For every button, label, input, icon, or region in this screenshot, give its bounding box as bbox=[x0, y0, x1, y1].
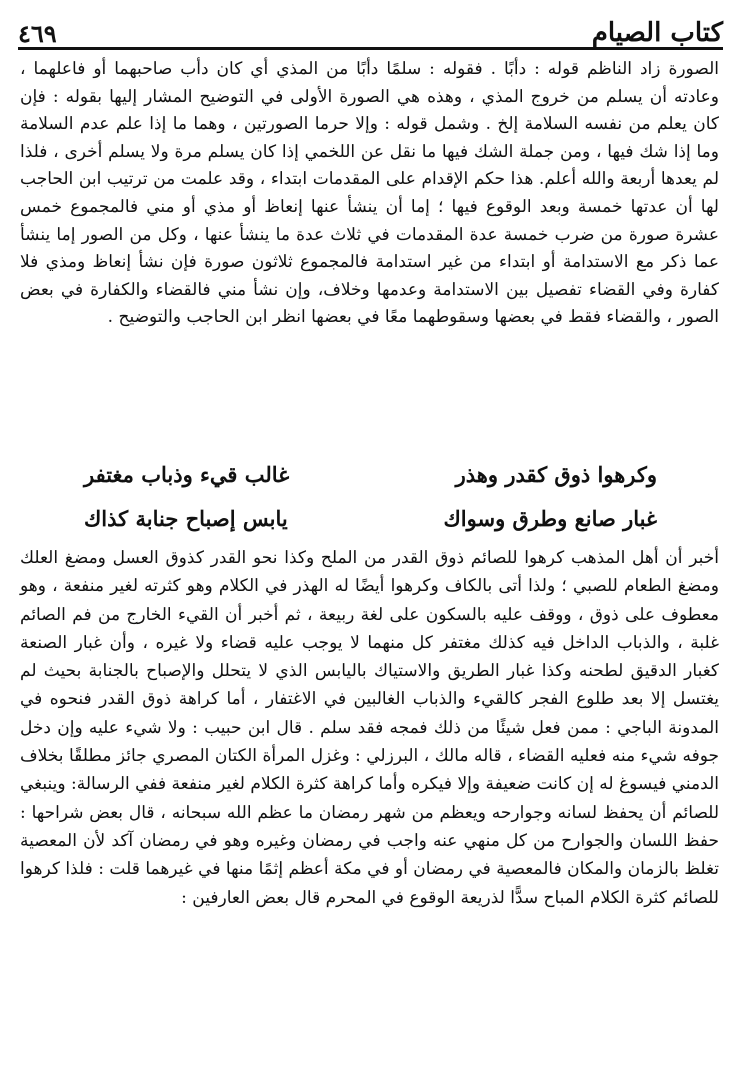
poem-verses bbox=[84, 453, 657, 541]
poem-verse bbox=[84, 497, 657, 541]
paragraph: الصورة زاد الناظم قوله : دأبًا . فقوله : سلمًا دأبًا من المذي أي كان دأب صاحبهما أو فاعلهما ، وعادته أن يسلم من خروج المذي ، وهذه هي الصورة الأولى في التوضيح المشار إليها بقوله : فإن كان يعلم من نفسه السلامة إلخ . وشمل قوله : وإلا حرما الصورتين ، وهما ما إذا علم عدم السلامة وما إذا شك فيها ، ومن جملة الشك فيها ما نقل عن اللخمي إذا كان يسلم مرة ولا يسلم أخرى ، فلذا لم يعدها أربعة والله أعلم. هذا حكم الإقدام على المقدمات ابتداء ، وقد علمت من ترتيب ابن الحاجب لها أن عدتها خمسة وبعد الوقوع فيها ؛ إما أن ينشأ عنها إنعاظ أو مذي أو مني فالمجموع خمس عشرة صورة من ضرب خمسة عدة المقدمات في ثلاث عدة ما ينشأ عنها ، وكل من الصور إما ينشأ عما ذكر مع الاستدامة أو ابتداء من غير استدامة فالمجموع ثلاثون صورة فإن نشأ إنعاظ ومذي فلا كفارة وفي القضاء تفصيل بين الاستدامة وعدمها وخلاف، وإن نشأ مني فالقضاء والكفارة في بعض الصور ، والقضاء فقط في بعضها وسقوطهما معًا في بعضها انظر ابن الحاجب والتوضيح . bbox=[20, 59, 719, 328]
verse-first-hemistich: غبار صانع وطرق وسواك bbox=[443, 506, 657, 531]
poem-verse bbox=[84, 453, 657, 497]
paragraph: أخبر أن أهل المذهب كرهوا للصائم ذوق القدر من الملح وكذا نحو القدر كذوق العسل ومضغ العلك ومضغ الطعام للصبي ؛ ولذا أتى بالكاف وكرهوا أيضًا له الهذر في الكلام وهو كثرته لغير منفعة ، وهو معطوف على ذوق ، ووقف عليه بالسكون على لغة ربيعة ، ثم أخبر أن القيء الخارج من فم الصائم غلبة ، والذباب الداخل فيه كذلك مغتفر كل منهما لا يوجب عليه قضاء ولا غيره ، وأن غبار الصنعة كغبار الدقيق لطحنه وكذا غبار الطريق والاستياك باليابس الذي لا يتحلل والإصباح بالجنابة بحيث لم يغتسل إلا بعد طلوع الفجر كالقيء والذباب الغالبين في الاغتفار ، أما كراهة ذوق القدر فنحوه في المدونة الباجي : ممن فعل شيئًا من ذلك فمجه فقد سلم . قال ابن حبيب : ولا شيء عليه وإن دخل جوفه شيء منه فعليه القضاء ، قاله مالك ، البرزلي : وغزل المرأة الكتان المصري جائز مطلقًا بخلاف الدمني فيسوغ له إن كانت ضعيفة وإلا فيكره وأما كراهة كثرة الكلام لغير منفعة ففي الرسالة: وينبغي للصائم أن يحفظ لسانه وجوارحه ويعظم من شهر رمضان ما عظم الله سبحانه ، قال بعض شراحها : حفظ اللسان والجوارح من كل منهي عنه واجب في رمضان وغيره وهو في رمضان آكد لأن المعصية تغلظ بالزمان والمكان فالمعصية في رمضان أو في مكة أعظم إثمًا منها في غيرهما قلت : فلذا كرهوا للصائم كثرة الكلام المباح سدًّا لذريعة الوقوع في المحرم قال بعض العارفين : bbox=[20, 548, 719, 908]
body-text-top bbox=[20, 56, 719, 332]
running-title: كتاب الصيام bbox=[591, 18, 723, 48]
header-rule bbox=[18, 47, 723, 50]
body-text-bottom bbox=[20, 544, 719, 912]
verse-first-hemistich: وكرهوا ذوق كقدر وهذر bbox=[455, 462, 657, 487]
page-header bbox=[18, 10, 723, 46]
verse-second-hemistich: غالب قيء وذباب مغتفر bbox=[84, 462, 290, 487]
page-number: ٤٦٩ bbox=[18, 19, 57, 48]
verse-second-hemistich: يابس إصباح جنابة كذاك bbox=[84, 506, 288, 531]
